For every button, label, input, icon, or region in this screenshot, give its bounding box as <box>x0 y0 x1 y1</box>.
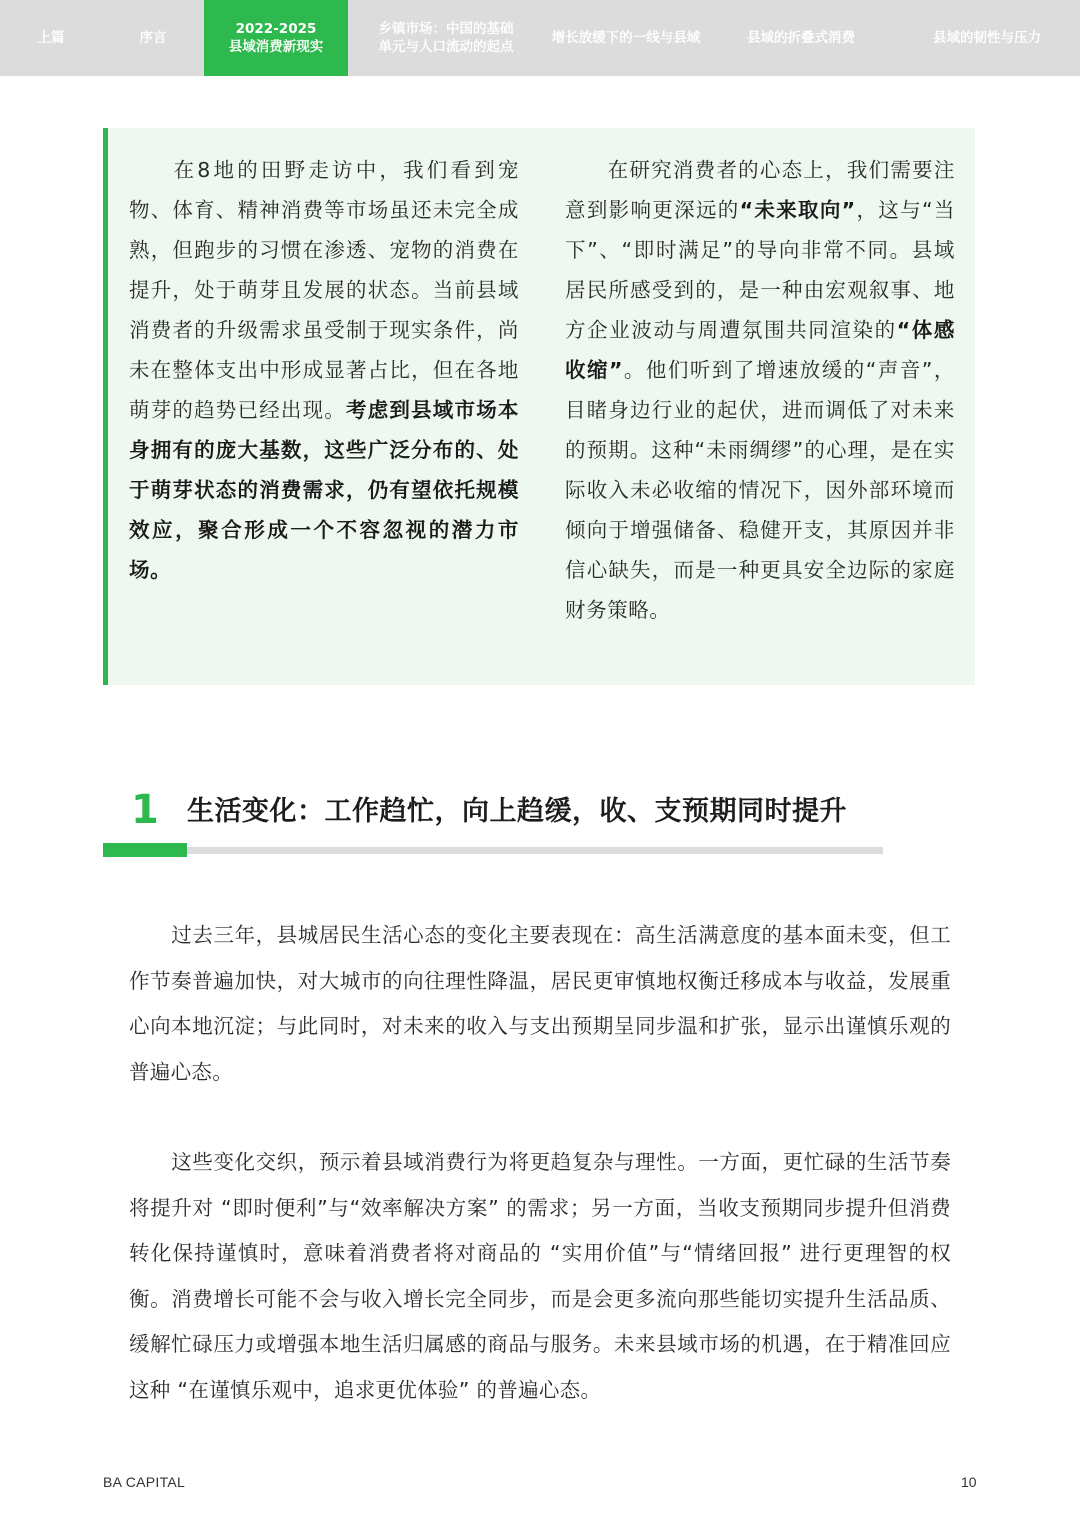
top-nav <box>0 0 1080 76</box>
nav-tab-resilience-pressure[interactable] <box>894 0 1080 76</box>
nav-tab-growth-slowdown[interactable] <box>544 0 708 76</box>
body-paragraph <box>129 1140 951 1413</box>
nav-tab-folded-consumption[interactable] <box>708 0 894 76</box>
section-number: 1 <box>131 787 159 833</box>
nav-tab-label: 上篇 <box>37 30 65 46</box>
nav-tab-label: 县域的韧性与压力 <box>933 30 1041 46</box>
callout-box <box>103 128 975 685</box>
nav-tab-label-line2: 县域消费新现实 <box>228 39 324 55</box>
callout-left-column <box>129 150 519 590</box>
nav-tab-preface[interactable] <box>102 0 204 76</box>
nav-tab-part-one[interactable] <box>0 0 102 76</box>
callout-right-emphasis: “未来取向” <box>739 198 856 222</box>
nav-tab-label: 序言 <box>139 30 167 46</box>
nav-tab-county-consumption-reality[interactable] <box>204 0 348 76</box>
nav-tab-township-market[interactable] <box>348 0 544 76</box>
callout-left-text: 在8地的田野走访中，我们看到宠物、体育、精神消费等市场虽还未完全成熟，但跑步的习惯在渗透、宠物的消费在提升，处于萌芽且发展的状态。当前县域消费者的升级需求虽受制于现实条件，尚未在整体支出中形成显著占比，但在各地萌芽的趋势已经出现。 <box>129 158 519 422</box>
section-title: 生活变化：工作趋忙，向上趋缓，收、支预期同时提升 <box>187 796 847 827</box>
section-divider <box>103 847 883 854</box>
nav-tab-label-line2: 单元与人口流动的起点 <box>378 39 514 55</box>
body-paragraph-text: 过去三年，县城居民生活心态的变化主要表现在：高生活满意度的基本面未变，但工作节奏普遍加快，对大城市的向往理性降温，居民更审慎地权衡迁移成本与收益，发展重心向本地沉淀；与此同时，对未来的收入与支出预期呈同步温和扩张，显示出谨慎乐观的普遍心态。 <box>129 923 951 1084</box>
callout-right-text: 。他们听到了增速放缓的“声音”，目睹身边行业的起伏，进而调低了对未来的预期。这种“未雨绸缪”的心理，是在实际收入未必收缩的情况下，因外部环境而倾向于增强储备、稳健开支，其原因并非信心缺失，而是一种更具安全边际的家庭财务策略。 <box>565 358 955 622</box>
section-divider-accent <box>103 843 187 857</box>
body-paragraph <box>129 913 951 1095</box>
nav-tab-label: 2022-2025 <box>235 21 317 37</box>
nav-tab-label: 增长放缓下的一线与县域 <box>551 30 701 46</box>
nav-tab-label: 乡镇市场：中国的基础 <box>378 21 514 37</box>
nav-tab-label: 县域的折叠式消费 <box>747 30 855 46</box>
callout-right-column <box>565 150 955 630</box>
body-paragraph-text: 这些变化交织，预示着县域消费行为将更趋复杂与理性。一方面，更忙碌的生活节奏将提升对 “即时便利”与“效率解决方案” 的需求；另一方面，当收支预期同步提升但消费转化保持谨慎时，意味着消费者将对商品的 “实用价值”与“情绪回报” 进行更理智的权衡。消费增长可能不会与收入增长完全同步，而是会更多流向那些能切实提升生活品质、缓解忙碌压力或增强本地生活归属感的商品与服务。未来县域市场的机遇，在于精准回应这种 “在谨慎乐观中，追求更优体验” 的普遍心态。 <box>129 1150 951 1402</box>
callout-left-emphasis: 考虑到县域市场本身拥有的庞大基数，这些广泛分布的、处于萌芽状态的消费需求，仍有望依托规模效应，聚合形成一个不容忽视的潜力市场。 <box>129 398 519 582</box>
callout-right-text: 在研究消费者的心态上，我们需要注意到影响更深远的 <box>565 158 955 222</box>
callout-right-text: ，这与“当下”、“即时满足”的导向非常不同。县域居民所感受到的，是一种由宏观叙事、地方企业波动与周遭氛围共同渲染的 <box>565 198 956 342</box>
footer-brand: BA CAPITAL <box>103 1474 186 1490</box>
callout-right-emphasis: “体感收缩” <box>565 318 956 382</box>
page-number: 10 <box>961 1474 977 1490</box>
